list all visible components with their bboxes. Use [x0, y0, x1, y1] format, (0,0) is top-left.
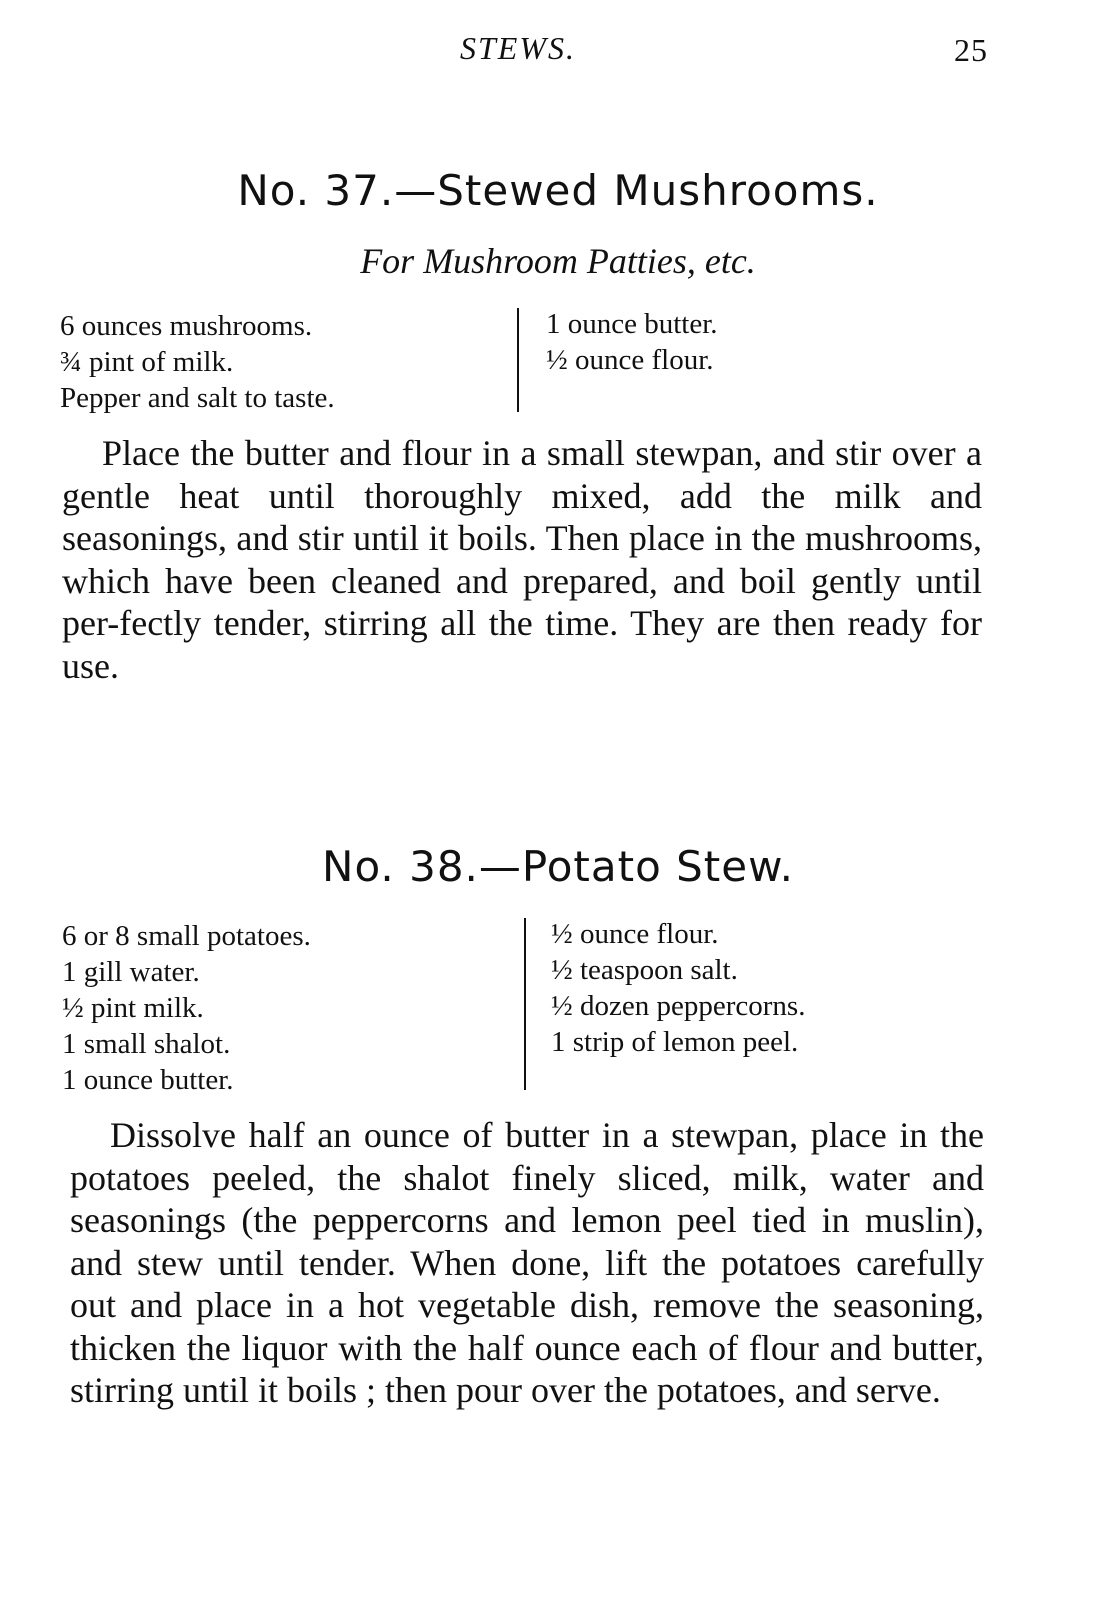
- page-number: 25: [954, 32, 988, 68]
- ingredient-item: 6 or 8 small potatoes.: [62, 920, 311, 952]
- ingredient-item: ½ pint milk.: [62, 992, 204, 1024]
- ingredient-item: 1 ounce butter.: [62, 1064, 234, 1096]
- ingredient-list: [60, 308, 960, 418]
- ingredient-column-right: [551, 916, 805, 1060]
- running-title: STEWS.: [460, 30, 576, 66]
- recipe-title: No. 37.—Stewed Mushrooms.: [237, 166, 879, 215]
- ingredient-item: ½ dozen peppercorns.: [551, 990, 806, 1022]
- ingredient-divider: [517, 308, 519, 412]
- recipe-subtitle: For Mushroom Patties, etc.: [360, 241, 756, 281]
- ingredient-item: 6 ounces mushrooms.: [60, 310, 313, 342]
- ingredient-item: 1 strip of lemon peel.: [551, 1026, 799, 1058]
- ingredient-item: 1 small shalot.: [62, 1028, 231, 1060]
- recipe-method: Place the butter and flour in a small stewpan, and stir over a gentle heat until thoroughly mixed, add the milk and seasonings, and stir until it boils. Then place in the mushrooms, which have been cleaned and prepared, and boil gently until per-fectly tender, stirring all the time. They are then ready for use.: [62, 433, 982, 686]
- ingredient-item: Pepper and salt to taste.: [60, 382, 335, 414]
- ingredient-divider: [524, 918, 526, 1090]
- ingredient-column-right: [546, 306, 718, 378]
- running-head: [0, 30, 1116, 80]
- ingredient-item: 1 ounce butter.: [546, 308, 718, 340]
- ingredient-item: 1 gill water.: [62, 956, 200, 988]
- recipe-method: Dissolve half an ounce of butter in a stewpan, place in the potatoes peeled, the shalot finely sliced, milk, water and seasonings (the peppercorns and lemon peel tied in muslin), and stew until tender. When done, lift the potatoes carefully out and place in a hot vegetable dish, remove the seasoning, thicken the liquor with the half ounce each of flour and butter, stirring until it boils ; then pour over the potatoes, and serve.: [70, 1115, 984, 1410]
- ingredient-item: ½ teaspoon salt.: [551, 954, 738, 986]
- ingredient-list: [62, 918, 962, 1098]
- ingredient-item: ¾ pint of milk.: [60, 346, 234, 378]
- ingredient-item: ½ ounce flour.: [551, 918, 719, 950]
- recipe-title: No. 38.—Potato Stew.: [322, 842, 794, 891]
- ingredient-column-left: [62, 918, 311, 1098]
- ingredient-item: ½ ounce flour.: [546, 344, 714, 376]
- ingredient-column-left: [60, 308, 335, 416]
